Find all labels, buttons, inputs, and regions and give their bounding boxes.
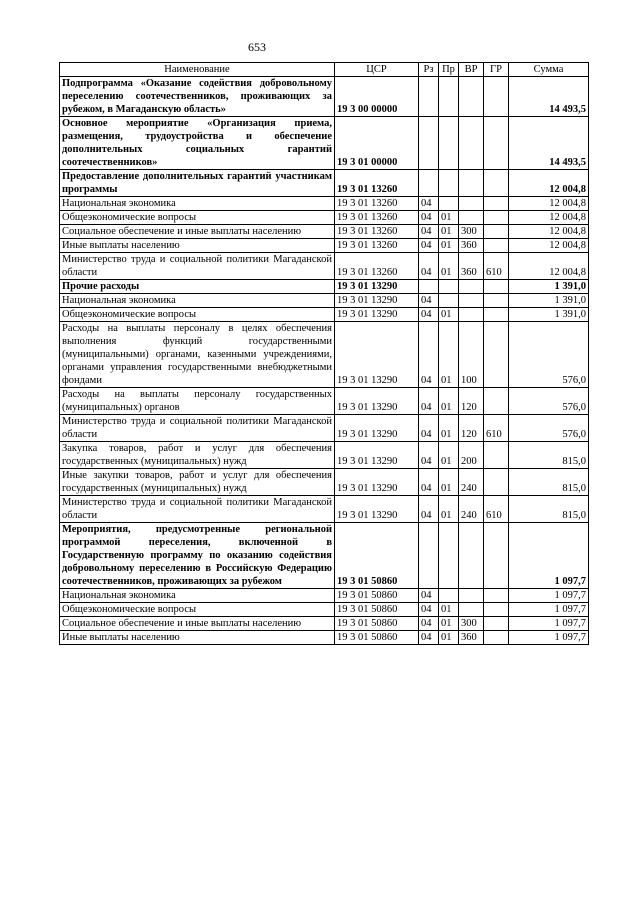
cell-csr: 19 3 01 13290 xyxy=(335,308,419,322)
page-number: 653 xyxy=(248,40,266,54)
table-row xyxy=(60,603,589,617)
cell-vr xyxy=(459,523,484,589)
cell-sum: 12 004,8 xyxy=(509,211,589,225)
cell-sum: 14 493,5 xyxy=(509,117,589,170)
cell-gr xyxy=(484,211,509,225)
table-row xyxy=(60,631,589,645)
cell-csr: 19 3 01 50860 xyxy=(335,523,419,589)
column-header-vr: ВР xyxy=(459,63,484,77)
cell-sum: 1 391,0 xyxy=(509,294,589,308)
cell-name: Социальное обеспечение и иные выплаты населению xyxy=(60,617,335,631)
cell-name: Общеэкономические вопросы xyxy=(60,603,335,617)
cell-sum: 12 004,8 xyxy=(509,253,589,280)
table-row xyxy=(60,211,589,225)
cell-rz: 04 xyxy=(419,322,439,388)
cell-name: Предоставление дополнительных гарантий участникам программы xyxy=(60,170,335,197)
table-row xyxy=(60,617,589,631)
cell-name: Социальное обеспечение и иные выплаты населению xyxy=(60,225,335,239)
cell-sum: 12 004,8 xyxy=(509,197,589,211)
cell-vr: 120 xyxy=(459,388,484,415)
cell-name: Иные выплаты населению xyxy=(60,631,335,645)
cell-vr xyxy=(459,589,484,603)
cell-rz: 04 xyxy=(419,631,439,645)
cell-vr xyxy=(459,197,484,211)
cell-csr: 19 3 01 13290 xyxy=(335,294,419,308)
cell-sum: 576,0 xyxy=(509,388,589,415)
cell-gr xyxy=(484,280,509,294)
cell-csr: 19 3 01 13290 xyxy=(335,496,419,523)
cell-gr: 610 xyxy=(484,496,509,523)
cell-csr: 19 3 00 00000 xyxy=(335,77,419,117)
cell-sum: 1 097,7 xyxy=(509,617,589,631)
budget-table xyxy=(59,62,589,645)
cell-rz: 04 xyxy=(419,197,439,211)
cell-vr: 300 xyxy=(459,225,484,239)
table-row xyxy=(60,253,589,280)
cell-csr: 19 3 01 13290 xyxy=(335,469,419,496)
cell-sum: 815,0 xyxy=(509,469,589,496)
cell-pr xyxy=(439,170,459,197)
table-row xyxy=(60,170,589,197)
cell-name: Национальная экономика xyxy=(60,197,335,211)
cell-rz: 04 xyxy=(419,469,439,496)
cell-gr xyxy=(484,294,509,308)
cell-name: Мероприятия, предусмотренные региональной программой переселения, включенной в Государственную программу по оказанию содействия добровольному переселению в Российскую Федерацию соотечественников, проживающих за рубежом xyxy=(60,523,335,589)
cell-gr: 610 xyxy=(484,253,509,280)
cell-pr: 01 xyxy=(439,225,459,239)
cell-csr: 19 3 01 50860 xyxy=(335,617,419,631)
cell-vr xyxy=(459,77,484,117)
cell-rz: 04 xyxy=(419,294,439,308)
cell-csr: 19 3 01 13290 xyxy=(335,322,419,388)
cell-sum: 1 391,0 xyxy=(509,280,589,294)
table-row xyxy=(60,469,589,496)
cell-name: Общеэкономические вопросы xyxy=(60,211,335,225)
cell-pr: 01 xyxy=(439,469,459,496)
cell-rz: 04 xyxy=(419,308,439,322)
cell-csr: 19 3 01 00000 xyxy=(335,117,419,170)
cell-rz: 04 xyxy=(419,415,439,442)
cell-pr xyxy=(439,589,459,603)
cell-rz: 04 xyxy=(419,253,439,280)
table-row xyxy=(60,442,589,469)
cell-sum: 576,0 xyxy=(509,322,589,388)
cell-name: Иные закупки товаров, работ и услуг для обеспечения государственных (муниципальных) нужд xyxy=(60,469,335,496)
column-header-csr: ЦСР xyxy=(335,63,419,77)
cell-name: Общеэкономические вопросы xyxy=(60,308,335,322)
cell-csr: 19 3 01 50860 xyxy=(335,589,419,603)
cell-pr: 01 xyxy=(439,211,459,225)
cell-name: Основное мероприятие «Организация приема, размещения, трудоустройства и обеспечение дополнительных социальных гарантий соотечественников» xyxy=(60,117,335,170)
column-header-gr: ГР xyxy=(484,63,509,77)
cell-pr xyxy=(439,77,459,117)
cell-vr: 100 xyxy=(459,322,484,388)
table-row xyxy=(60,589,589,603)
cell-vr: 360 xyxy=(459,631,484,645)
cell-sum: 1 097,7 xyxy=(509,631,589,645)
cell-pr xyxy=(439,117,459,170)
table-row xyxy=(60,496,589,523)
table-header-row xyxy=(60,63,589,77)
cell-pr: 01 xyxy=(439,308,459,322)
cell-gr xyxy=(484,589,509,603)
table-row xyxy=(60,294,589,308)
cell-rz xyxy=(419,170,439,197)
cell-gr xyxy=(484,170,509,197)
cell-pr: 01 xyxy=(439,442,459,469)
cell-vr xyxy=(459,117,484,170)
cell-vr: 360 xyxy=(459,253,484,280)
cell-vr xyxy=(459,603,484,617)
cell-rz: 04 xyxy=(419,239,439,253)
cell-vr: 240 xyxy=(459,496,484,523)
cell-csr: 19 3 01 50860 xyxy=(335,603,419,617)
cell-gr xyxy=(484,388,509,415)
cell-rz: 04 xyxy=(419,589,439,603)
table-row xyxy=(60,239,589,253)
cell-gr xyxy=(484,239,509,253)
cell-gr xyxy=(484,631,509,645)
cell-gr: 610 xyxy=(484,415,509,442)
cell-sum: 12 004,8 xyxy=(509,170,589,197)
cell-name: Закупка товаров, работ и услуг для обеспечения государственных (муниципальных) нужд xyxy=(60,442,335,469)
cell-vr xyxy=(459,308,484,322)
cell-csr: 19 3 01 13290 xyxy=(335,415,419,442)
cell-pr: 01 xyxy=(439,603,459,617)
cell-sum: 12 004,8 xyxy=(509,239,589,253)
cell-vr: 200 xyxy=(459,442,484,469)
cell-vr xyxy=(459,294,484,308)
cell-name: Министерство труда и социальной политики Магаданской области xyxy=(60,415,335,442)
cell-csr: 19 3 01 13260 xyxy=(335,239,419,253)
cell-csr: 19 3 01 13290 xyxy=(335,388,419,415)
column-header-sum: Сумма xyxy=(509,63,589,77)
table-row xyxy=(60,322,589,388)
cell-csr: 19 3 01 13260 xyxy=(335,225,419,239)
cell-sum: 14 493,5 xyxy=(509,77,589,117)
cell-vr xyxy=(459,211,484,225)
cell-sum: 1 097,7 xyxy=(509,603,589,617)
cell-gr xyxy=(484,77,509,117)
cell-gr xyxy=(484,117,509,170)
cell-csr: 19 3 01 13290 xyxy=(335,280,419,294)
cell-sum: 1 391,0 xyxy=(509,308,589,322)
column-header-pr: Пр xyxy=(439,63,459,77)
cell-pr: 01 xyxy=(439,631,459,645)
cell-name: Расходы на выплаты персоналу в целях обеспечения выполнения функций государственными (муниципальными) органами, казенными учреждениями, органами управления государственными внебюджетными фондами xyxy=(60,322,335,388)
cell-rz: 04 xyxy=(419,388,439,415)
cell-name: Прочие расходы xyxy=(60,280,335,294)
table-row xyxy=(60,308,589,322)
cell-csr: 19 3 01 13260 xyxy=(335,253,419,280)
cell-csr: 19 3 01 13260 xyxy=(335,170,419,197)
cell-gr xyxy=(484,225,509,239)
table-row xyxy=(60,225,589,239)
cell-rz: 04 xyxy=(419,225,439,239)
cell-vr: 120 xyxy=(459,415,484,442)
cell-vr: 300 xyxy=(459,617,484,631)
cell-name: Министерство труда и социальной политики Магаданской области xyxy=(60,253,335,280)
cell-gr xyxy=(484,523,509,589)
table-row xyxy=(60,523,589,589)
cell-pr xyxy=(439,197,459,211)
cell-sum: 1 097,7 xyxy=(509,523,589,589)
cell-pr: 01 xyxy=(439,415,459,442)
cell-csr: 19 3 01 13260 xyxy=(335,211,419,225)
cell-pr: 01 xyxy=(439,322,459,388)
cell-pr: 01 xyxy=(439,496,459,523)
table-row xyxy=(60,415,589,442)
column-header-rz: Рз xyxy=(419,63,439,77)
cell-pr: 01 xyxy=(439,388,459,415)
cell-sum: 12 004,8 xyxy=(509,225,589,239)
table-body xyxy=(60,77,589,645)
cell-sum: 815,0 xyxy=(509,496,589,523)
cell-vr xyxy=(459,170,484,197)
cell-pr: 01 xyxy=(439,253,459,280)
cell-gr xyxy=(484,322,509,388)
cell-rz: 04 xyxy=(419,442,439,469)
cell-rz xyxy=(419,523,439,589)
cell-gr xyxy=(484,617,509,631)
table-row xyxy=(60,197,589,211)
cell-gr xyxy=(484,603,509,617)
cell-rz xyxy=(419,117,439,170)
cell-name: Национальная экономика xyxy=(60,294,335,308)
cell-rz: 04 xyxy=(419,603,439,617)
cell-name: Министерство труда и социальной политики Магаданской области xyxy=(60,496,335,523)
table-row xyxy=(60,280,589,294)
cell-vr: 240 xyxy=(459,469,484,496)
cell-vr: 360 xyxy=(459,239,484,253)
cell-gr xyxy=(484,308,509,322)
cell-pr xyxy=(439,280,459,294)
cell-rz: 04 xyxy=(419,617,439,631)
cell-pr xyxy=(439,523,459,589)
cell-pr xyxy=(439,294,459,308)
table-row xyxy=(60,117,589,170)
cell-csr: 19 3 01 13260 xyxy=(335,197,419,211)
cell-gr xyxy=(484,469,509,496)
cell-name: Подпрограмма «Оказание содействия добровольному переселению соотечественников, проживающих за рубежом, в Магаданскую область» xyxy=(60,77,335,117)
cell-name: Расходы на выплаты персоналу государственных (муниципальных) органов xyxy=(60,388,335,415)
cell-gr xyxy=(484,442,509,469)
cell-sum: 576,0 xyxy=(509,415,589,442)
cell-name: Иные выплаты населению xyxy=(60,239,335,253)
cell-gr xyxy=(484,197,509,211)
cell-pr: 01 xyxy=(439,617,459,631)
cell-sum: 1 097,7 xyxy=(509,589,589,603)
table-row xyxy=(60,388,589,415)
cell-rz: 04 xyxy=(419,211,439,225)
cell-csr: 19 3 01 50860 xyxy=(335,631,419,645)
cell-pr: 01 xyxy=(439,239,459,253)
cell-csr: 19 3 01 13290 xyxy=(335,442,419,469)
cell-sum: 815,0 xyxy=(509,442,589,469)
cell-rz xyxy=(419,77,439,117)
cell-vr xyxy=(459,280,484,294)
cell-rz xyxy=(419,280,439,294)
cell-name: Национальная экономика xyxy=(60,589,335,603)
column-header-name: Наименование xyxy=(60,63,335,77)
cell-rz: 04 xyxy=(419,496,439,523)
table-row xyxy=(60,77,589,117)
